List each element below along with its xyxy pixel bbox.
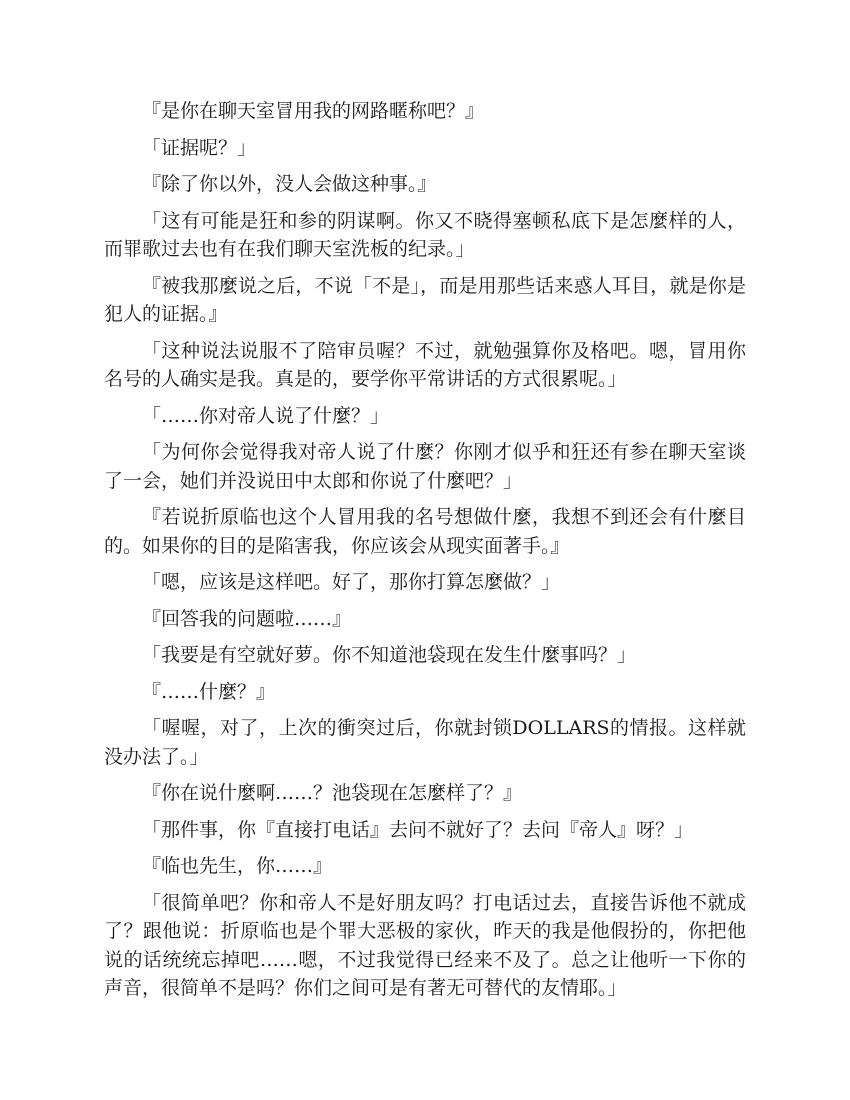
paragraph: 「很简单吧？你和帝人不是好朋友吗？打电话过去，直接告诉他不就成了？跟他说：折原临也是个罪大恶极的家伙，昨天的我是他假扮的，你把他说的话统统忘掉吧……嗯，不过我觉得已经来不及了。总之让他听一下你的声音，很简单不是吗？你们之间可是有著无可替代的友情耶。」 (104, 891, 746, 999)
paragraph: 「这种说法说服不了陪审员喔？不过，就勉强算你及格吧。嗯，冒用你名号的人确实是我。真是的，要学你平常讲话的方式很累呢。」 (104, 339, 746, 390)
paragraph: 「……你对帝人说了什麼？」 (142, 404, 390, 427)
paragraph: 『若说折原临也这个人冒用我的名号想做什麼，我想不到还会有什麼目的。如果你的目的是陷害我，你应该会从现实面著手。』 (104, 506, 746, 557)
paragraph: 『除了你以外，没人会做这种事。』 (142, 173, 437, 195)
paragraph: 「那件事，你『直接打电话』去问不就好了？去问『帝人』呀？」 (142, 818, 694, 841)
paragraph: 『临也先生，你……』 (142, 855, 333, 877)
paragraph: 「这有可能是狂和参的阴谋啊。你又不晓得塞顿私底下是怎麼样的人，而罪歌过去也有在我们聊天室洗板的纪录。」 (104, 209, 746, 260)
paragraph: 「为何你会觉得我对帝人说了什麼？你刚才似乎和狂还有参在聊天室谈了一会，她们并没说田中太郎和你说了什麼吧？」 (104, 441, 746, 492)
paragraph: 『……什麼？』 (142, 680, 276, 703)
paragraph: 「证据呢？」 (142, 136, 257, 159)
paragraph: 『你在说什麼啊……？池袋现在怎麼样了？』 (142, 782, 523, 804)
paragraph: 『回答我的问题啦……』 (142, 607, 352, 630)
paragraph: 「喔喔，对了，上次的衝突过后，你就封锁DOLLARS的情报。这样就没办法了。」 (104, 717, 746, 768)
paragraph: 『是你在聊天室冒用我的网路暱称吧？』 (142, 100, 485, 122)
paragraph: 「嗯，应该是这样吧。好了，那你打算怎麼做？」 (142, 571, 561, 593)
paragraph: 「我要是有空就好萝。你不知道池袋现在发生什麼事吗？」 (142, 644, 637, 666)
document-page (104, 97, 746, 1011)
paragraph: 『被我那麼说之后，不说「不是」，而是用那些话来惑人耳目，就是你是犯人的证据。』 (104, 274, 746, 325)
